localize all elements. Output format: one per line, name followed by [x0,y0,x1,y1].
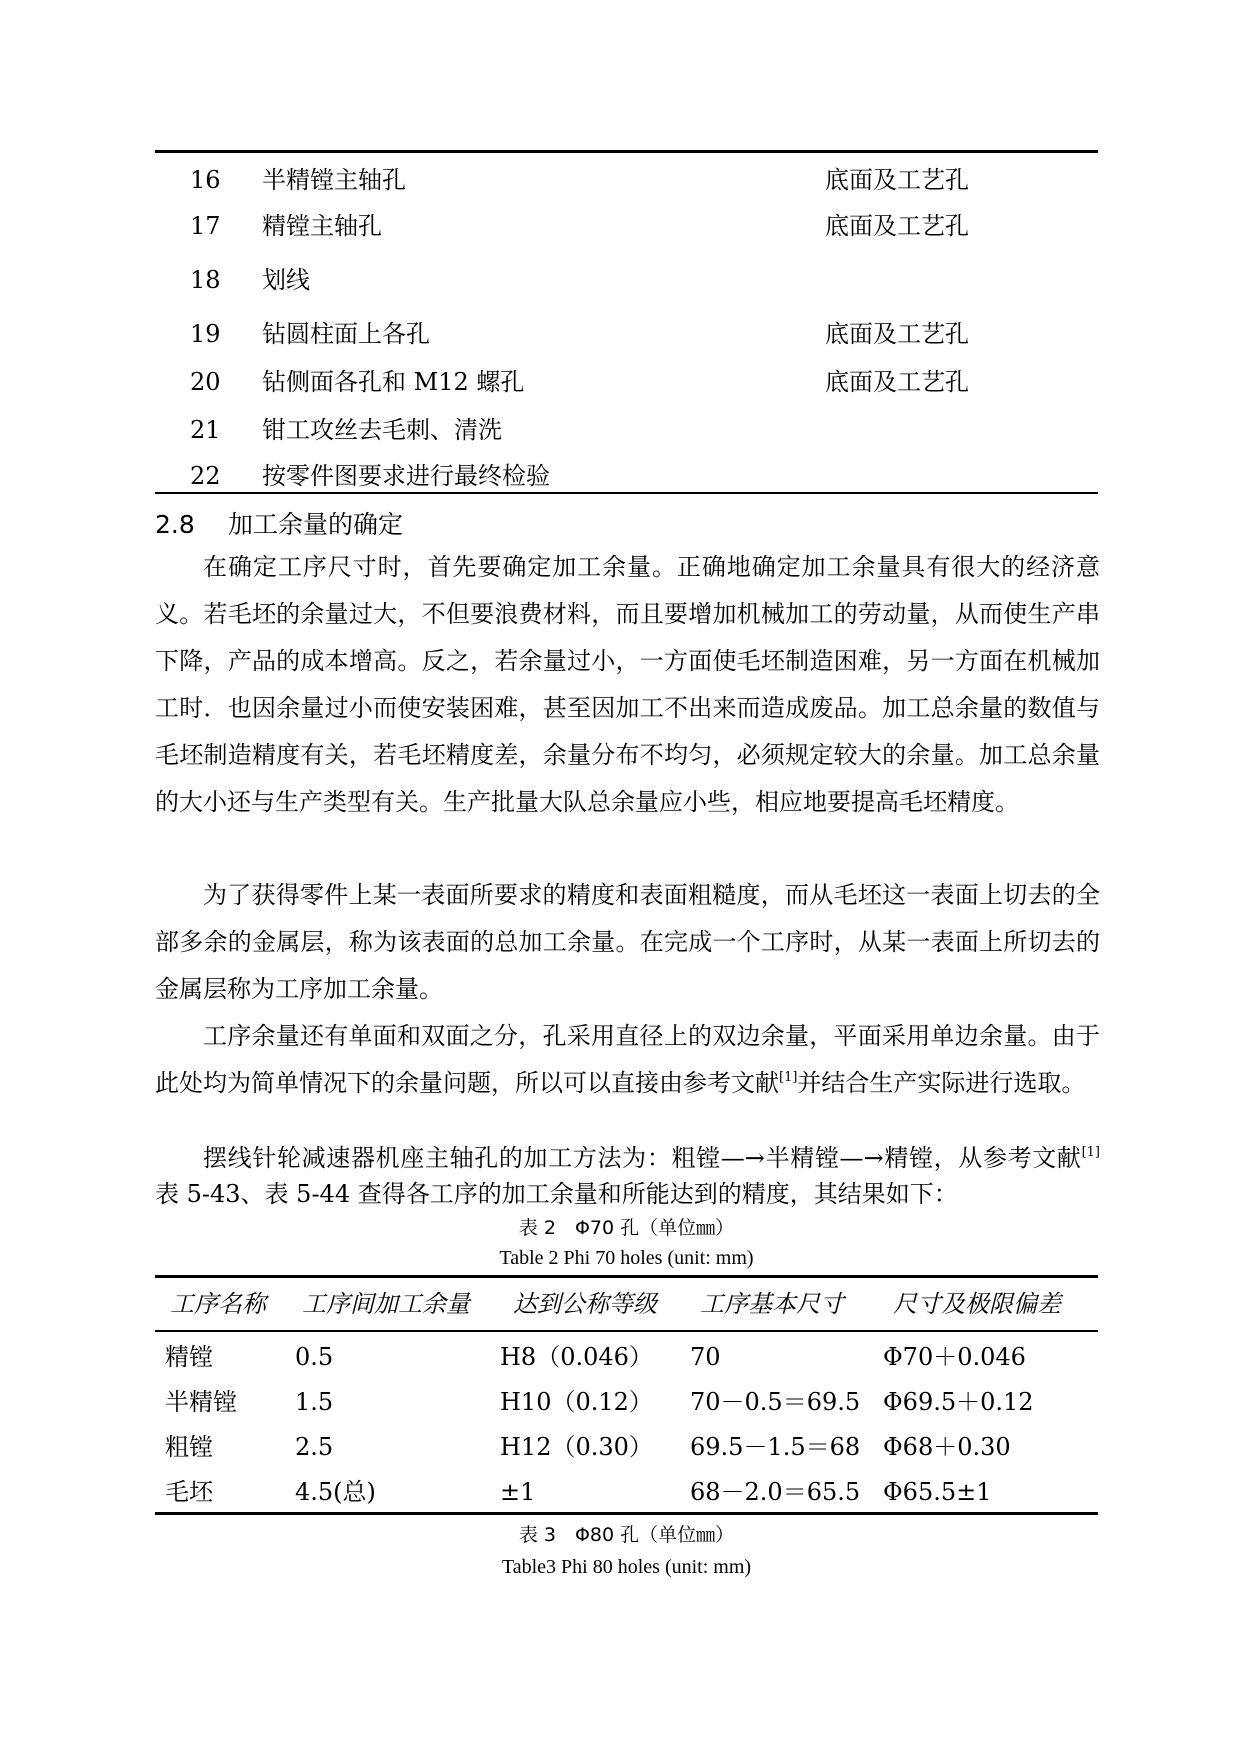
column-header: 工序基本尺寸 [700,1290,844,1318]
step-number: 16 [190,166,221,194]
section-heading [155,505,403,545]
step-datum: 底面及工艺孔 [825,212,969,240]
step-datum: 底面及工艺孔 [825,166,969,194]
column-header: 达到公称等级 [513,1290,657,1318]
table-cell: 70 [690,1343,721,1371]
step-name: 划线 [262,266,310,294]
citation-ref: [1] [1081,1145,1100,1160]
allowance-table [155,1275,1098,1515]
step-datum: 底面及工艺孔 [825,368,969,396]
table-row [155,362,1098,402]
paragraph: 在确定工序尺寸时，首先要确定加工余量。正确地确定加工余量具有很大的经济意义。若毛坯的余量过大，不但要浪费材料，而且要增加机械加工的劳动量，从而使生产串下降，产品的成本增高。反之，若余量过小，一方面使毛坯制造困难，另一方面在机械加工时．也因余量过小而使安装困难，甚至因加工不出来而造成废品。加工总余量的数值与毛坯制造精度有关，若毛坯精度差，余量分布不均匀，必须规定较大的余量。加工总余量的大小还与生产类型有关。生产批量大队总余量应小些，相应地要提高毛坯精度。 [155,553,1100,816]
table-cell: 70－0.5＝69.5 [690,1388,861,1416]
table-cell: 0.5 [295,1343,334,1371]
table-row [155,456,1098,496]
table-row [155,1470,1098,1515]
table-row [155,260,1098,300]
table-cell: H12（0.30） [500,1433,653,1461]
table-cell: H8（0.046） [500,1343,653,1371]
table-row [155,1335,1098,1380]
table-cell: 半精镗 [165,1388,237,1416]
column-header: 工序名称 [170,1290,266,1318]
step-number: 17 [190,212,221,240]
table-caption-cn: 表 2 Φ70 孔（单位㎜） [518,1217,735,1239]
step-number: 21 [190,416,221,444]
step-number: 18 [190,266,221,294]
step-number: 20 [190,368,221,396]
paragraph-text: 工序余量还有单面和双面之分，孔采用直径上的双边余量，平面采用单边余量。由于此处均为简单情况下的余量问题，所以可以直接由参考文献 [155,1022,1100,1097]
step-name: 精镗主轴孔 [262,212,382,240]
table-row [155,160,1098,200]
table-bottom-rule [155,1512,1098,1515]
section-title: 加工余量的确定 [228,510,404,539]
table-cell: ±1 [500,1478,536,1506]
step-name: 钳工攻丝去毛刺、清洗 [262,416,502,444]
paragraph-text: 摆线针轮减速器机座主轴孔的加工方法为：粗镗—→半精镗—→精镗，从参考文献 [203,1144,1082,1172]
paragraph: 为了获得零件上某一表面所要求的精度和表面粗糙度，而从毛坯这一表面上切去的全部多余的金属层，称为该表面的总加工余量。在完成一个工序时，从某一表面上所切去的金属层称为工序加工余量。 [155,881,1100,1003]
paragraph-text: 表 5-43、表 5-44 查得各工序的加工余量和所能达到的精度，其结果如下： [155,1180,958,1208]
table-row [155,314,1098,354]
table-cell: Φ68＋0.30 [883,1433,1011,1461]
table-row [155,410,1098,450]
step-number: 22 [190,462,221,490]
step-datum: 底面及工艺孔 [825,320,969,348]
table-cell: 68－2.0＝65.5 [690,1478,861,1506]
table-cell: Φ70＋0.046 [883,1343,1026,1371]
step-name: 按零件图要求进行最终检验 [262,462,550,490]
column-header: 工序间加工余量 [302,1290,470,1318]
table-cell: 精镗 [165,1343,213,1371]
table-caption-en: Table3 Phi 80 holes (unit: mm) [501,1556,752,1578]
step-name: 钻侧面各孔和 M12 螺孔 [262,368,525,396]
table-cell: 毛坯 [165,1478,213,1506]
table-cell: 1.5 [295,1388,334,1416]
table-cell: H10（0.12） [500,1388,653,1416]
table-header-rule [155,1330,1098,1332]
table-bottom-rule [155,492,1098,494]
table-top-rule [155,150,1098,153]
table-cell: Φ65.5±1 [883,1478,992,1506]
table-caption-en: Table 2 Phi 70 holes (unit: mm) [499,1247,754,1269]
paragraph [155,1140,1100,1212]
table-cell: 69.5－1.5＝68 [690,1433,861,1461]
citation-ref: [1] [779,1070,798,1085]
step-name: 钻圆柱面上各孔 [262,320,430,348]
paragraph [155,1013,1100,1107]
table-header-row [155,1278,1098,1330]
table-cell: 4.5(总) [295,1478,376,1506]
table-row [155,1425,1098,1470]
table-cell: 2.5 [295,1433,334,1461]
paragraph-text: 并结合生产实际进行选取。 [797,1069,1086,1097]
table-caption-cn: 表 3 Φ80 孔（单位㎜） [518,1524,735,1546]
column-header: 尺寸及极限偏差 [893,1290,1061,1318]
table-row [155,1380,1098,1425]
step-name: 半精镗主轴孔 [262,166,406,194]
table-cell: Φ69.5＋0.12 [883,1388,1034,1416]
section-number: 2.8 [155,510,195,539]
step-number: 19 [190,320,221,348]
table-row [155,206,1098,246]
table-cell: 粗镗 [165,1433,213,1461]
